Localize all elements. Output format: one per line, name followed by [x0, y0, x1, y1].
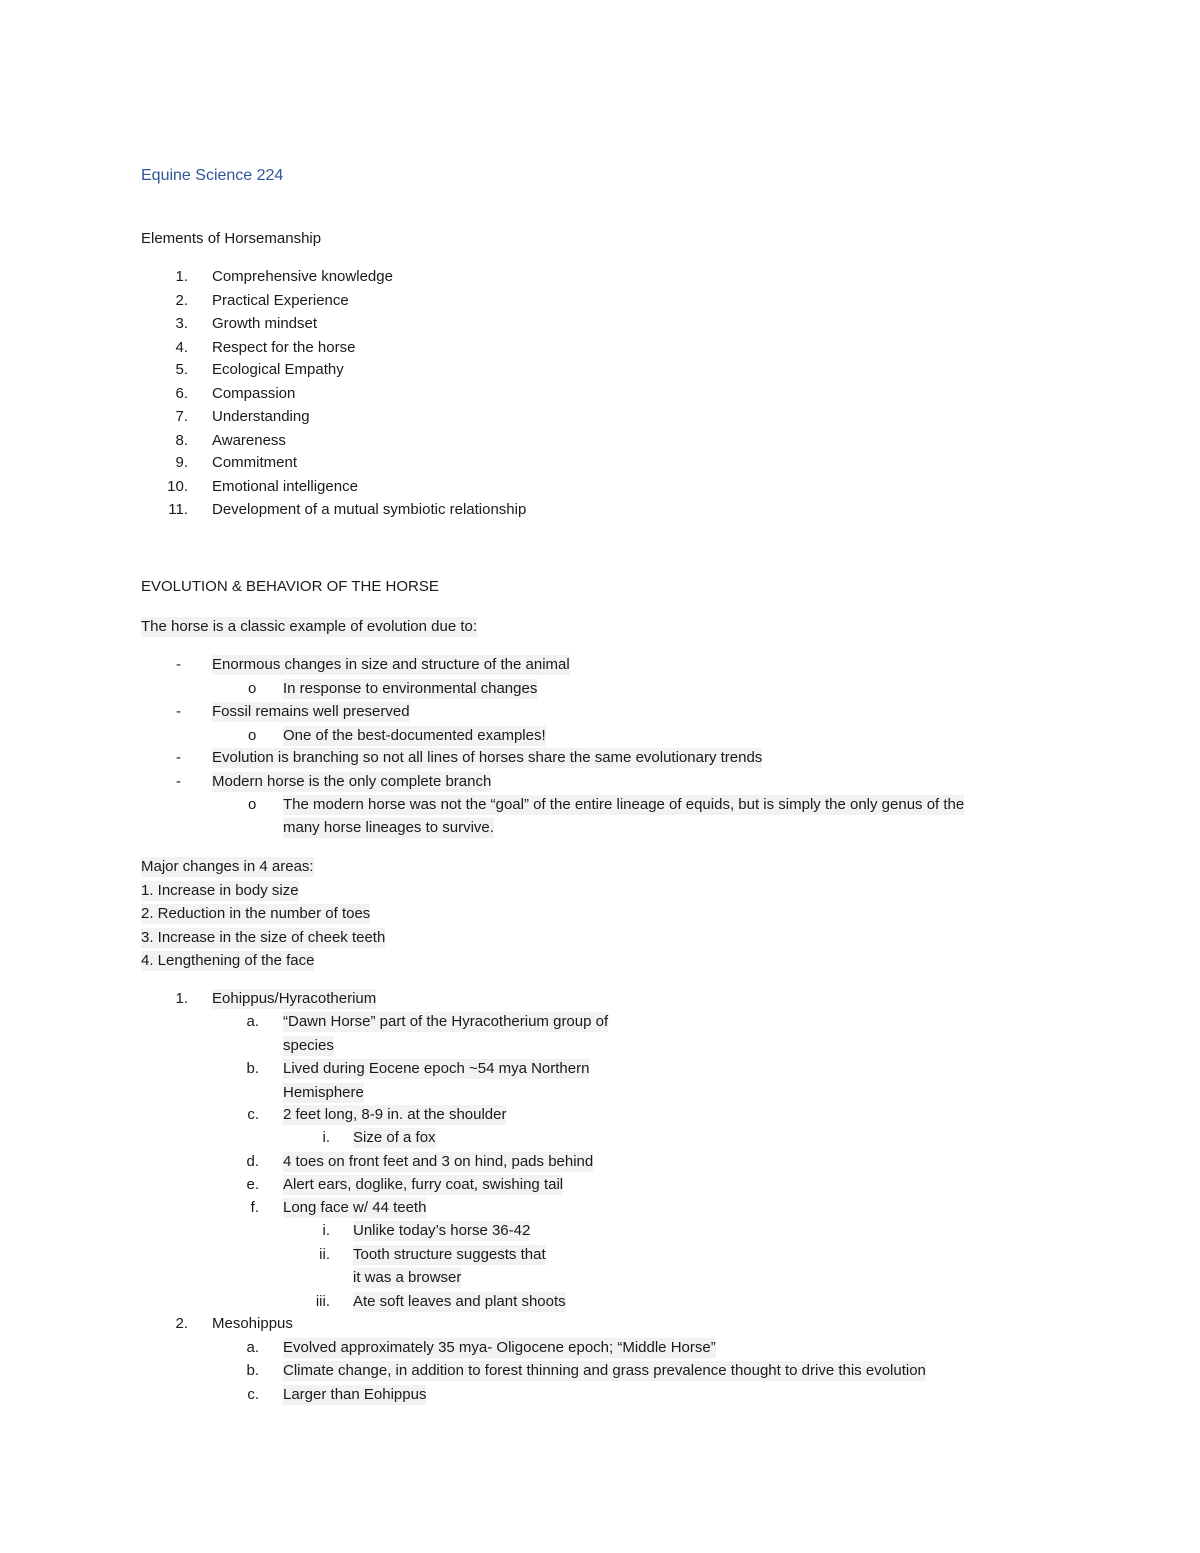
- dash-bullet: -: [176, 656, 181, 673]
- circle-bullet: o: [248, 796, 257, 813]
- sub-label: a.: [246, 1339, 259, 1356]
- roman-label: i.: [322, 1129, 330, 1146]
- sub-label: d.: [246, 1153, 259, 1170]
- major-change-item: 1. Increase in body size: [141, 882, 299, 899]
- list-item: Long face w/ 44 teeth: [283, 1199, 427, 1216]
- evolution-intro: The horse is a classic example of evolution due to:: [141, 618, 478, 635]
- list-item: Modern horse is the only complete branch: [212, 773, 492, 790]
- dash-bullet: -: [176, 773, 181, 790]
- major-change-item: 3. Increase in the size of cheek teeth: [141, 929, 386, 946]
- list-item: Respect for the horse: [212, 339, 356, 356]
- list-item: Understanding: [212, 408, 310, 425]
- sub-label: e.: [246, 1176, 259, 1193]
- list-item: Climate change, in addition to forest thinning and grass prevalence thought to drive this evolution: [283, 1362, 926, 1379]
- species-name-eohippus: Eohippus/Hyracotherium: [212, 990, 377, 1007]
- document-title: Equine Science 224: [141, 167, 284, 184]
- dash-bullet: -: [176, 703, 181, 720]
- list-item: Ecological Empathy: [212, 361, 344, 378]
- list-item: Ate soft leaves and plant shoots: [353, 1293, 566, 1310]
- list-item: Evolution is branching so not all lines of horses share the same evolutionary trends: [212, 749, 763, 766]
- list-item: In response to environmental changes: [283, 680, 538, 697]
- list-item-continuation: it was a browser: [353, 1269, 462, 1286]
- list-item: 4 toes on front feet and 3 on hind, pads behind: [283, 1153, 594, 1170]
- list-item-number: 4.: [175, 339, 188, 356]
- list-item-number: 3.: [175, 315, 188, 332]
- sub-label: c.: [247, 1386, 259, 1403]
- major-change-item: 4. Lengthening of the face: [141, 952, 315, 969]
- list-item: One of the best-documented examples!: [283, 727, 546, 744]
- list-item-continuation: species: [283, 1037, 334, 1054]
- list-item-number: 11.: [168, 501, 188, 518]
- list-item: Comprehensive knowledge: [212, 268, 393, 285]
- list-item: Awareness: [212, 432, 286, 449]
- species-number: 2.: [175, 1315, 188, 1332]
- circle-bullet: o: [248, 680, 257, 697]
- list-item: Fossil remains well preserved: [212, 703, 410, 720]
- list-item: Emotional intelligence: [212, 478, 358, 495]
- list-item: “Dawn Horse” part of the Hyracotherium group of: [283, 1013, 609, 1030]
- list-item-continuation: Hemisphere: [283, 1084, 364, 1101]
- list-item: Tooth structure suggests that: [353, 1246, 546, 1263]
- species-number: 1.: [175, 990, 188, 1007]
- list-item-number: 1.: [175, 268, 188, 285]
- list-item: Growth mindset: [212, 315, 318, 332]
- roman-label: i.: [322, 1222, 330, 1239]
- list-item: Evolved approximately 35 mya- Oligocene epoch; “Middle Horse”: [283, 1339, 716, 1356]
- list-item-number: 5.: [175, 361, 188, 378]
- roman-label: iii.: [315, 1293, 330, 1310]
- list-item-number: 2.: [175, 292, 188, 309]
- circle-bullet: o: [248, 727, 257, 744]
- list-item: Compassion: [212, 385, 296, 402]
- major-change-item: 2. Reduction in the number of toes: [141, 905, 371, 922]
- sub-label: f.: [250, 1199, 259, 1216]
- major-changes-heading: Major changes in 4 areas:: [141, 858, 314, 875]
- list-item-number: 6.: [175, 385, 188, 402]
- list-item: 2 feet long, 8-9 in. at the shoulder: [283, 1106, 507, 1123]
- list-item: Development of a mutual symbiotic relationship: [212, 501, 527, 518]
- list-item: Alert ears, doglike, furry coat, swishing tail: [283, 1176, 564, 1193]
- list-item: Size of a fox: [353, 1129, 436, 1146]
- section-heading-evolution: EVOLUTION & BEHAVIOR OF THE HORSE: [141, 578, 439, 595]
- section-heading-horsemanship: Elements of Horsemanship: [141, 230, 322, 247]
- list-item: Unlike today’s horse 36-42: [353, 1222, 531, 1239]
- species-name-mesohippus: Mesohippus: [212, 1315, 293, 1332]
- list-item: Commitment: [212, 454, 298, 471]
- list-item-number: 9.: [175, 454, 188, 471]
- list-item: Enormous changes in size and structure of the animal: [212, 656, 570, 673]
- sub-label: c.: [247, 1106, 259, 1123]
- sub-label: b.: [246, 1060, 259, 1077]
- roman-label: ii.: [319, 1246, 330, 1263]
- list-item: Lived during Eocene epoch ~54 mya Northern: [283, 1060, 590, 1077]
- list-item: The modern horse was not the “goal” of the entire lineage of equids, but is simply the only genus of the: [283, 796, 965, 813]
- dash-bullet: -: [176, 749, 181, 766]
- sub-label: b.: [246, 1362, 259, 1379]
- list-item-number: 8.: [175, 432, 188, 449]
- list-item: Practical Experience: [212, 292, 349, 309]
- list-item-number: 10.: [167, 478, 188, 495]
- list-item-continuation: many horse lineages to survive.: [283, 819, 494, 836]
- list-item-number: 7.: [175, 408, 188, 425]
- list-item: Larger than Eohippus: [283, 1386, 427, 1403]
- sub-label: a.: [246, 1013, 259, 1030]
